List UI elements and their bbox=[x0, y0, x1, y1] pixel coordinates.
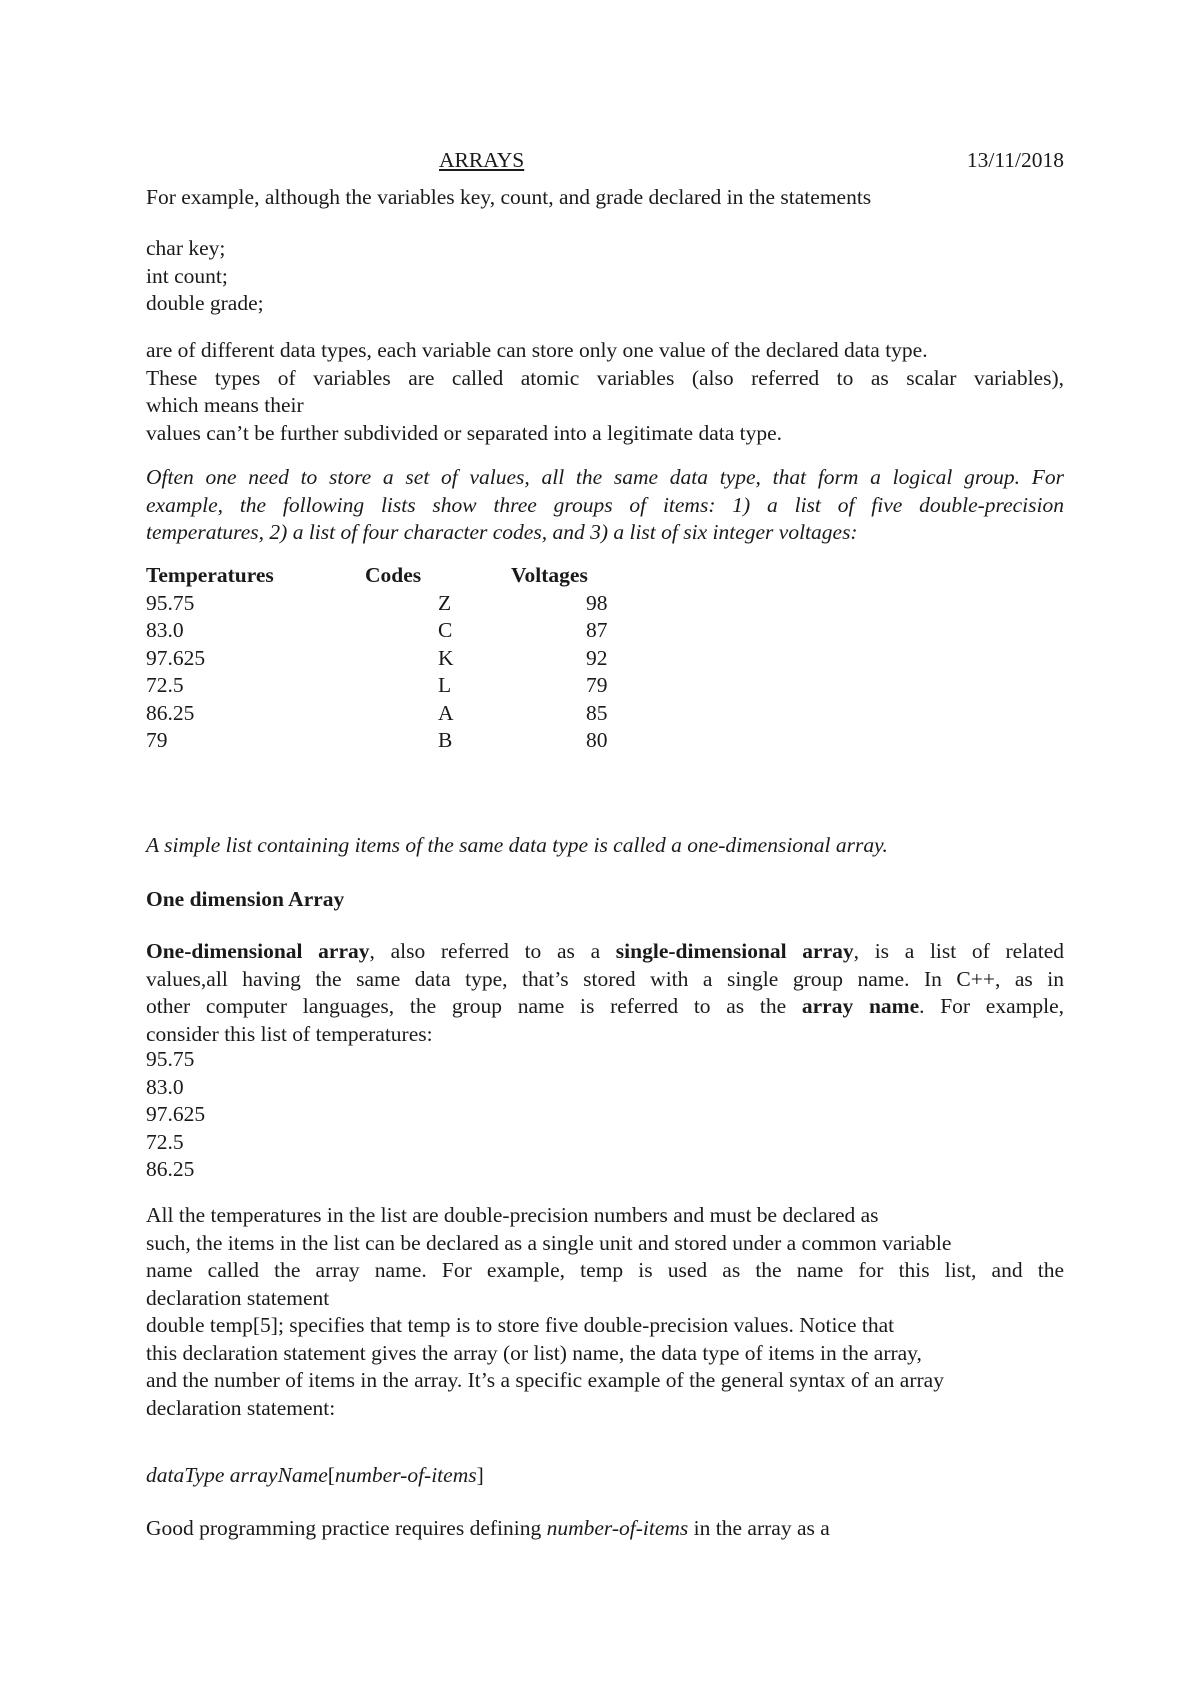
data-table bbox=[146, 562, 646, 755]
text-line bbox=[146, 938, 1064, 966]
code-line: double grade; bbox=[146, 291, 264, 315]
table-cell: 85 bbox=[586, 700, 608, 725]
list-item: 95.75 bbox=[146, 1047, 195, 1071]
inline-text: in the array as a bbox=[688, 1516, 830, 1540]
inline-text: . For example, bbox=[919, 994, 1064, 1018]
text-line: this declaration statement gives the array (or list) name, the data type of items in the array, bbox=[146, 1340, 922, 1365]
text-line: All the temperatures in the list are double-precision numbers and must be declared as bbox=[146, 1203, 879, 1227]
document-page bbox=[146, 0, 1064, 1698]
table-cell: 97.625 bbox=[146, 645, 206, 670]
table-cell: 83.0 bbox=[146, 618, 184, 642]
table-cell: K bbox=[438, 645, 454, 670]
list-item: 86.25 bbox=[146, 1157, 195, 1181]
definition-text: A simple list containing items of the same data type is called a one-dimensional array. bbox=[146, 833, 888, 857]
list-item: 72.5 bbox=[146, 1129, 184, 1154]
text-line: are of different data types, each variable can store only one value of the declared data type. bbox=[146, 338, 928, 362]
temperature-list bbox=[146, 1046, 205, 1184]
table-row bbox=[146, 590, 646, 618]
paragraph-declaration bbox=[146, 1202, 1064, 1422]
table-cell: 95.75 bbox=[146, 590, 195, 615]
text-line: values can’t be further subdivided or separated into a legitimate data type. bbox=[146, 420, 783, 445]
text-line: values,all having the same data type, that’s stored with a single group name. In C++, as in bbox=[146, 966, 1064, 991]
text-line: and the number of items in the array. It’s a specific example of the general syntax of an array bbox=[146, 1368, 944, 1392]
page-title: ARRAYS bbox=[439, 148, 525, 172]
text-line bbox=[146, 993, 1064, 1021]
table-cell: 98 bbox=[586, 590, 608, 615]
table-cell: 72.5 bbox=[146, 673, 184, 697]
table-cell: 79 bbox=[146, 728, 168, 752]
syntax-bracket: [ bbox=[327, 1463, 335, 1487]
inline-italic: number-of-items bbox=[546, 1516, 689, 1540]
table-cell: 79 bbox=[586, 673, 608, 697]
table-row bbox=[146, 727, 646, 755]
table-cell: L bbox=[438, 673, 452, 697]
table-row bbox=[146, 617, 646, 645]
table-cell: 92 bbox=[586, 645, 608, 670]
paragraph-atomic bbox=[146, 337, 1064, 447]
table-row bbox=[146, 645, 646, 673]
syntax-italic: dataType arrayName bbox=[146, 1463, 328, 1487]
bold-term: array name bbox=[801, 994, 920, 1018]
text-line: name called the array name. For example, temp is used as the name for this list, and the bbox=[146, 1258, 1064, 1282]
code-line: char key; bbox=[146, 236, 226, 260]
table-header-row bbox=[146, 562, 646, 590]
table-cell: A bbox=[438, 700, 454, 725]
table-cell: B bbox=[438, 728, 453, 752]
syntax-bracket: ] bbox=[476, 1463, 484, 1487]
table-cell: C bbox=[438, 618, 453, 642]
text-line: double temp[5]; specifies that temp is to store five double-precision values. Notice that bbox=[146, 1313, 895, 1337]
text-line: such, the items in the list can be declared as a single unit and stored under a common variable bbox=[146, 1230, 952, 1255]
text-line: Often one need to store a set of values, all the same data type, that form a logical group. For bbox=[146, 465, 1064, 489]
list-item: 97.625 bbox=[146, 1102, 206, 1126]
inline-text: , is a list of related bbox=[853, 939, 1064, 963]
text-line: These types of variables are called atomic variables (also referred to as scalar variables), bbox=[146, 365, 1064, 390]
list-item: 83.0 bbox=[146, 1074, 184, 1099]
text-line: declaration statement bbox=[146, 1285, 330, 1310]
syntax-line bbox=[146, 1462, 484, 1490]
table-row bbox=[146, 672, 646, 700]
bold-term: One-dimensional array bbox=[146, 939, 370, 963]
code-block bbox=[146, 235, 264, 318]
last-line bbox=[146, 1515, 830, 1543]
inline-text: other computer languages, the group name is referred to as the bbox=[146, 994, 802, 1018]
table-row bbox=[146, 700, 646, 728]
text-line: example, the following lists show three groups of items: 1) a list of five double-precision bbox=[146, 492, 1064, 517]
table-cell: 86.25 bbox=[146, 700, 195, 725]
text-line: which means their bbox=[146, 393, 304, 417]
syntax-arg: number-of-items bbox=[334, 1463, 477, 1487]
table-cell: 87 bbox=[586, 618, 608, 642]
paragraph-one-dimensional bbox=[146, 938, 1064, 1048]
code-line: int count; bbox=[146, 263, 228, 288]
text-line: temperatures, 2) a list of four character codes, and 3) a list of six integer voltages: bbox=[146, 520, 858, 544]
text-line: consider this list of temperatures: bbox=[146, 1021, 433, 1046]
column-header: Temperatures bbox=[146, 563, 274, 587]
intro-text: For example, although the variables key, count, and grade declared in the statements bbox=[146, 185, 872, 209]
table-cell: 80 bbox=[586, 728, 608, 752]
section-heading: One dimension Array bbox=[146, 887, 345, 911]
table-cell: Z bbox=[438, 590, 452, 615]
italic-paragraph bbox=[146, 464, 1064, 547]
column-header: Codes bbox=[365, 563, 422, 587]
inline-text: , also referred to as a bbox=[369, 939, 616, 963]
column-header: Voltages bbox=[511, 563, 588, 587]
text-line: declaration statement: bbox=[146, 1395, 336, 1420]
bold-term: single-dimensional array bbox=[615, 939, 854, 963]
inline-text: Good programming practice requires defining bbox=[146, 1516, 547, 1540]
date-label: 13/11/2018 bbox=[966, 148, 1064, 172]
